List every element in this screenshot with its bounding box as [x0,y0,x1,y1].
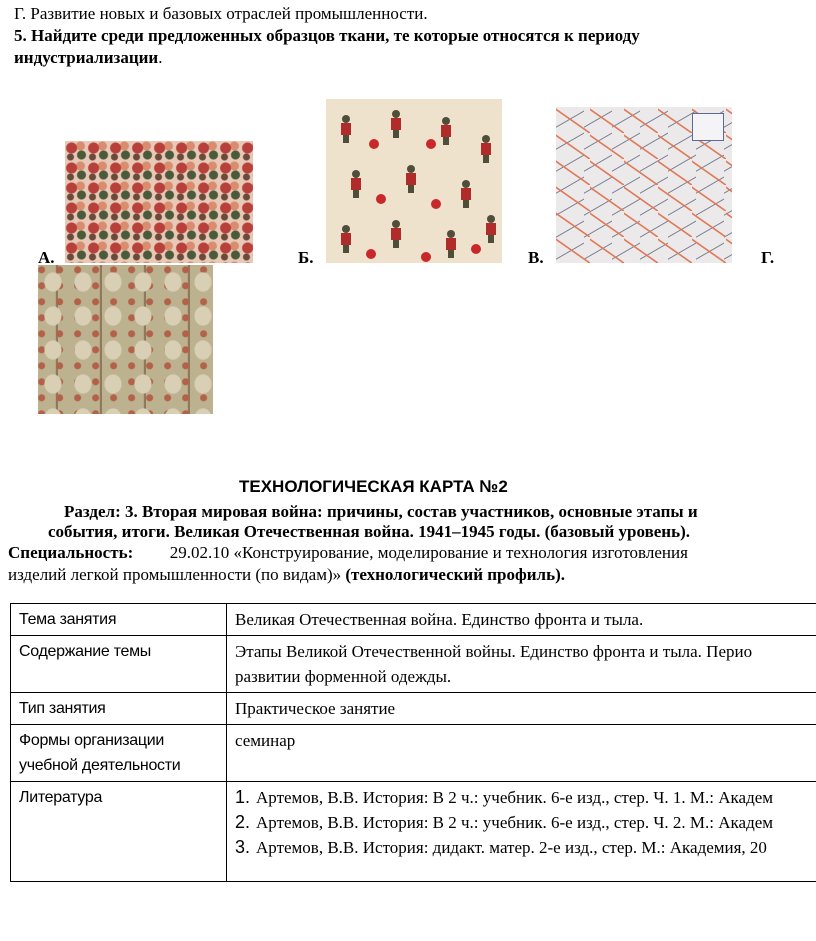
question-5-period: . [158,48,163,67]
specialty-name-end: изделий легкой промышленности (по видам)» [8,565,342,584]
table-row-forms [11,725,816,782]
literature-item: 1. Артемов, В.В. История: В 2 ч.: учебник. 6-е изд., стер. Ч. 1. М.: Академ [235,787,774,807]
question-5: 5. Найдите среди предложенных образцов ткани, те которые относятся к периоду [14,26,640,45]
table-key: Содержание темы [11,636,227,693]
lesson-card-table [10,603,816,882]
specialty-line-1 [8,543,688,563]
forms-key-line-1: Формы организации [19,732,165,749]
table-value: семинар [227,725,816,782]
table-value: Практическое занятие [227,693,816,725]
literature-item: 2. Артемов, В.В. История: В 2 ч.: учебник. 6-е изд., стер. Ч. 2. М.: Академ [235,812,774,832]
question-5-continuation [14,48,162,68]
children-pattern-graphic [326,99,502,263]
table-value [227,636,816,693]
specialty-profile: (технологический профиль). [341,565,565,584]
table-key: Литература [11,782,227,882]
specialty-label: Специальность: [8,543,134,562]
literature-item: 3. Артемов, В.В. История: дидакт. матер. 2-е изд., стер. М.: Академия, 20 [235,837,767,857]
card-title: ТЕХНОЛОГИЧЕСКАЯ КАРТА №2 [239,477,508,496]
section-line-2: события, итоги. Великая Отечественная война. 1941–1945 годы. (базовый уровень). [48,522,690,541]
section-line-1: Раздел: 3. Вторая мировая война: причины, состав участников, основные этапы и [64,502,698,521]
forms-key-line-2: учебной деятельности [19,757,181,774]
content-line-1: Этапы Великой Отечественной войны. Единство фронта и тыла. Перио [235,642,753,661]
table-row-content [11,636,816,693]
content-line-2: развитии форменной одежды. [235,667,452,686]
option-label-v: В. [528,248,544,267]
question-option-g: Г. Развитие новых и базовых отраслей промышленности. [14,4,428,23]
table-key [11,725,227,782]
fabric-sample-a-image [65,141,253,263]
option-label-a: А. [38,248,55,267]
table-key: Тема занятия [11,604,227,636]
table-value: Великая Отечественная война. Единство фронта и тыла. [227,604,816,636]
table-row-type [11,693,816,725]
specialty-line-2 [8,565,565,585]
table-row-topic [11,604,816,636]
specialty-code: 29.02.10 «Конструирование, моделирование и технология изготовления [169,543,688,562]
table-row-literature [11,782,816,882]
fabric-sample-b-image [326,99,502,263]
museum-stamp [692,113,724,141]
option-label-g: Г. [761,248,775,267]
question-5-keyword: индустриализации [14,48,159,67]
option-label-b: Б. [298,248,314,267]
table-value [227,782,816,882]
table-key: Тип занятия [11,693,227,725]
fabric-sample-v-image [556,107,732,263]
fabric-sample-g-image [38,265,213,414]
